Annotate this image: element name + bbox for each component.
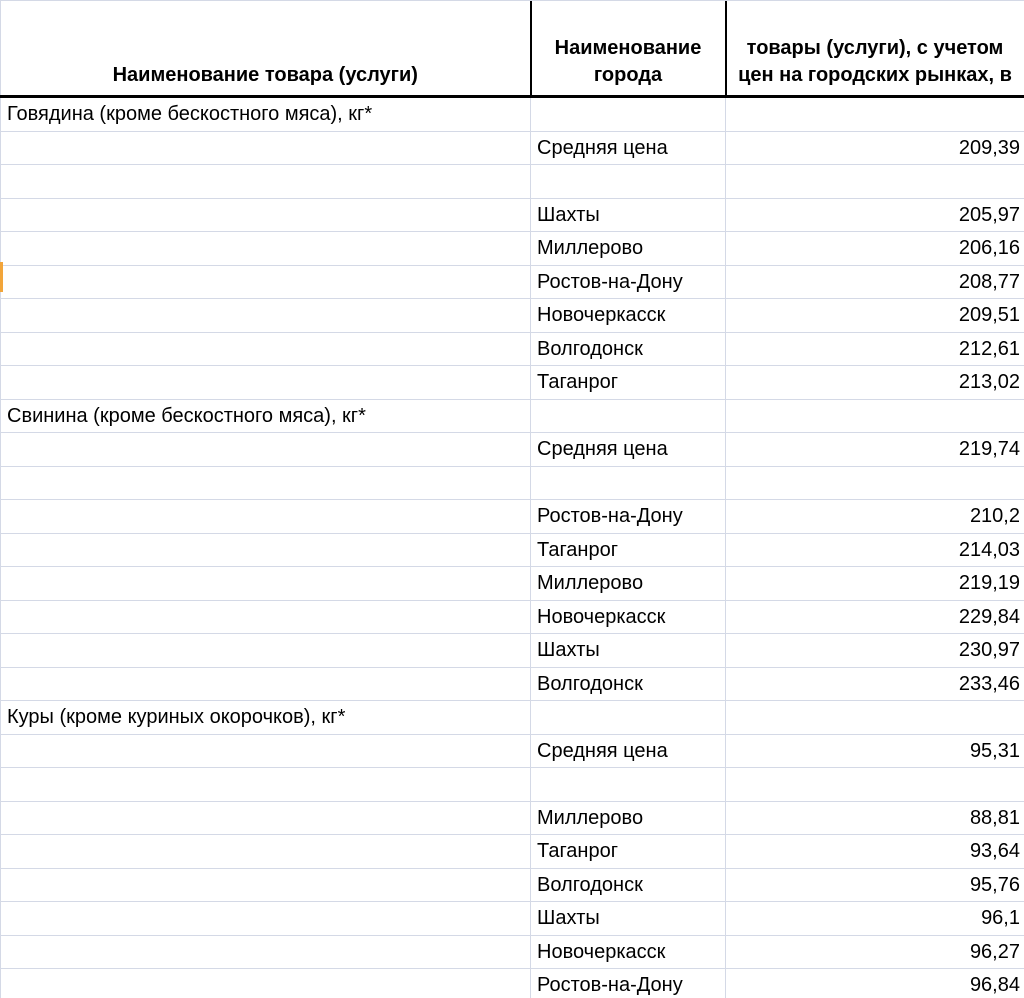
- top-border: [0, 0, 1024, 1]
- cell-price[interactable]: [726, 97, 1024, 132]
- cell-product[interactable]: [1, 567, 531, 601]
- cell-product[interactable]: [1, 768, 531, 802]
- cell-product[interactable]: [1, 801, 531, 835]
- cell-product[interactable]: [1, 600, 531, 634]
- cell-city[interactable]: Шахты: [531, 198, 726, 232]
- cell-city[interactable]: Миллерово: [531, 567, 726, 601]
- cell-city[interactable]: [531, 399, 726, 433]
- cell-city[interactable]: Таганрог: [531, 533, 726, 567]
- cell-product[interactable]: [1, 835, 531, 869]
- cell-city[interactable]: Миллерово: [531, 801, 726, 835]
- table-row: [1, 734, 1024, 768]
- header-row: [1, 0, 1024, 97]
- table-row: [1, 97, 1024, 132]
- table-row: [1, 768, 1024, 802]
- header-product[interactable]: Наименование товара (услуги): [1, 0, 531, 97]
- cell-city[interactable]: Волгодонск: [531, 332, 726, 366]
- cell-price[interactable]: 208,77: [726, 265, 1024, 299]
- cell-price[interactable]: 209,39: [726, 131, 1024, 165]
- cell-city[interactable]: Миллерово: [531, 232, 726, 266]
- cell-city[interactable]: [531, 165, 726, 199]
- cell-product[interactable]: [1, 232, 531, 266]
- table-row: [1, 332, 1024, 366]
- cell-city[interactable]: Новочеркасск: [531, 600, 726, 634]
- cell-product[interactable]: [1, 902, 531, 936]
- cell-price[interactable]: [726, 701, 1024, 735]
- cell-city[interactable]: Таганрог: [531, 366, 726, 400]
- cell-price[interactable]: 96,84: [726, 969, 1024, 998]
- cell-product[interactable]: [1, 634, 531, 668]
- table-row: [1, 935, 1024, 969]
- table-row: [1, 232, 1024, 266]
- cell-city[interactable]: Новочеркасск: [531, 299, 726, 333]
- cell-price[interactable]: 233,46: [726, 667, 1024, 701]
- cell-product[interactable]: Куры (кроме куриных окорочков), кг*: [1, 701, 531, 735]
- table-row: [1, 667, 1024, 701]
- table-row: [1, 835, 1024, 869]
- table-row: [1, 466, 1024, 500]
- cell-product[interactable]: [1, 299, 531, 333]
- table-body: [1, 97, 1024, 998]
- cell-city[interactable]: Средняя цена: [531, 734, 726, 768]
- cell-product[interactable]: [1, 366, 531, 400]
- cell-price[interactable]: 209,51: [726, 299, 1024, 333]
- cell-city[interactable]: Новочеркасск: [531, 935, 726, 969]
- cell-city[interactable]: Волгодонск: [531, 667, 726, 701]
- cell-product[interactable]: [1, 935, 531, 969]
- cell-city[interactable]: Ростов-на-Дону: [531, 969, 726, 998]
- table-row: [1, 701, 1024, 735]
- cell-product[interactable]: [1, 332, 531, 366]
- cell-product[interactable]: [1, 466, 531, 500]
- cell-city[interactable]: [531, 768, 726, 802]
- table-row: [1, 533, 1024, 567]
- cell-price[interactable]: [726, 768, 1024, 802]
- cell-city[interactable]: Волгодонск: [531, 868, 726, 902]
- cell-city[interactable]: Средняя цена: [531, 433, 726, 467]
- cell-city[interactable]: [531, 701, 726, 735]
- cell-price[interactable]: 213,02: [726, 366, 1024, 400]
- cell-product[interactable]: [1, 969, 531, 998]
- table-row: [1, 969, 1024, 998]
- cell-price[interactable]: [726, 399, 1024, 433]
- cell-price[interactable]: 96,1: [726, 902, 1024, 936]
- active-row-marker: [0, 262, 3, 292]
- table-row: [1, 131, 1024, 165]
- table-row: [1, 265, 1024, 299]
- table-row: [1, 198, 1024, 232]
- cell-product[interactable]: [1, 868, 531, 902]
- cell-price[interactable]: 230,97: [726, 634, 1024, 668]
- cell-price[interactable]: [726, 466, 1024, 500]
- cell-product[interactable]: [1, 667, 531, 701]
- cell-price[interactable]: 95,31: [726, 734, 1024, 768]
- cell-product[interactable]: Свинина (кроме бескостного мяса), кг*: [1, 399, 531, 433]
- cell-city[interactable]: Ростов-на-Дону: [531, 265, 726, 299]
- cell-price[interactable]: 210,2: [726, 500, 1024, 534]
- cell-product[interactable]: [1, 433, 531, 467]
- cell-product[interactable]: [1, 198, 531, 232]
- cell-price[interactable]: 95,76: [726, 868, 1024, 902]
- cell-price[interactable]: 96,27: [726, 935, 1024, 969]
- table-row: [1, 299, 1024, 333]
- cell-price[interactable]: [726, 165, 1024, 199]
- table-row: [1, 366, 1024, 400]
- header-price[interactable]: товары (услуги), с учетом цен на городских рынках, в: [726, 0, 1024, 97]
- cell-product[interactable]: [1, 165, 531, 199]
- table-row: [1, 500, 1024, 534]
- cell-city[interactable]: Ростов-на-Дону: [531, 500, 726, 534]
- cell-price[interactable]: 219,19: [726, 567, 1024, 601]
- cell-product[interactable]: [1, 734, 531, 768]
- cell-product[interactable]: [1, 533, 531, 567]
- cell-price[interactable]: 219,74: [726, 433, 1024, 467]
- cell-price[interactable]: 88,81: [726, 801, 1024, 835]
- cell-city[interactable]: Средняя цена: [531, 131, 726, 165]
- cell-city[interactable]: Шахты: [531, 634, 726, 668]
- cell-price[interactable]: 205,97: [726, 198, 1024, 232]
- cell-price[interactable]: 214,03: [726, 533, 1024, 567]
- table-row: [1, 399, 1024, 433]
- cell-product[interactable]: Говядина (кроме бескостного мяса), кг*: [1, 97, 531, 132]
- table-row: [1, 567, 1024, 601]
- table-row: [1, 801, 1024, 835]
- cell-price[interactable]: 93,64: [726, 835, 1024, 869]
- table-row: [1, 634, 1024, 668]
- table-row: [1, 165, 1024, 199]
- cell-city[interactable]: Таганрог: [531, 835, 726, 869]
- cell-price[interactable]: 229,84: [726, 600, 1024, 634]
- cell-product[interactable]: [1, 131, 531, 165]
- table-row: [1, 600, 1024, 634]
- cell-city[interactable]: Шахты: [531, 902, 726, 936]
- cell-product[interactable]: [1, 265, 531, 299]
- cell-price[interactable]: 212,61: [726, 332, 1024, 366]
- cell-city[interactable]: [531, 97, 726, 132]
- table-row: [1, 868, 1024, 902]
- table-row: [1, 902, 1024, 936]
- cell-price[interactable]: 206,16: [726, 232, 1024, 266]
- table-row: [1, 433, 1024, 467]
- cell-product[interactable]: [1, 500, 531, 534]
- header-city[interactable]: Наименование города: [531, 0, 726, 97]
- cell-city[interactable]: [531, 466, 726, 500]
